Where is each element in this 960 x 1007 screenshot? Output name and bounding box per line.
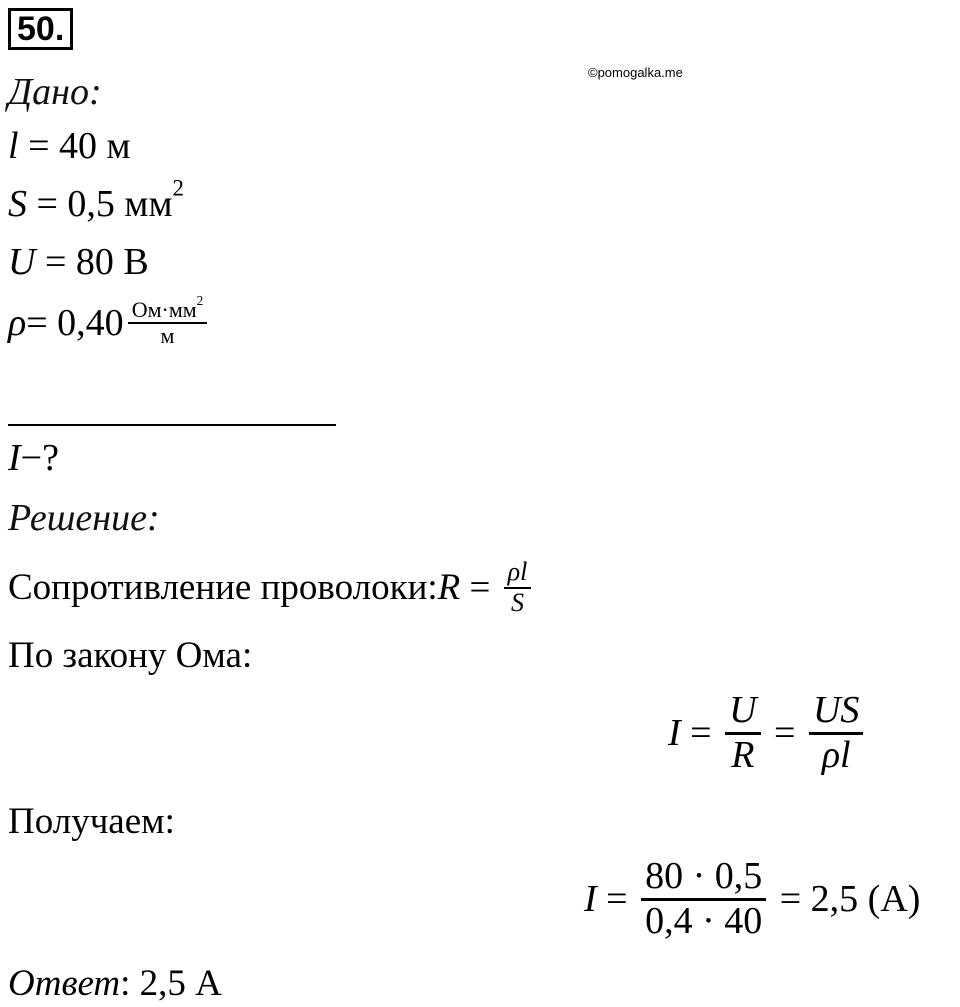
given-voltage [8, 240, 149, 284]
area-symbol: S [8, 183, 27, 225]
result-text: Получаем: [8, 801, 175, 842]
resistance-lhs: R [437, 567, 461, 609]
resistance-eq: = [460, 567, 500, 609]
find-symbol: I [8, 437, 21, 479]
resistance-line [8, 558, 535, 617]
watermark: ©pomogalka.me [588, 65, 683, 80]
result-eq1: = [596, 878, 638, 921]
answer-value: : 2,5 А [120, 963, 222, 1004]
result-formula [584, 856, 920, 943]
resistance-denominator: S [510, 587, 524, 617]
area-value: = 0,5 мм [27, 183, 173, 225]
resistance-fraction [504, 558, 532, 617]
resistance-text: Сопротивление проволоки: [8, 567, 438, 609]
given-area [8, 175, 184, 226]
ohm-numerator-1: U [729, 689, 757, 731]
result-fraction [641, 856, 766, 943]
answer-label: Ответ [8, 963, 121, 1004]
answer-line [8, 962, 222, 1005]
voltage-symbol: U [8, 241, 36, 283]
given-divider [8, 424, 336, 426]
area-exponent: 2 [172, 175, 184, 201]
ohm-denominator-1: R [731, 733, 755, 776]
resistivity-unit-numerator: Ом·мм [131, 297, 197, 322]
ohm-law-text: По закону Ома: [8, 635, 253, 676]
find-line [8, 436, 59, 480]
resistivity-symbol: ρ [8, 302, 27, 345]
find-text: −? [20, 437, 59, 479]
result-denominator: 0,4 · 40 [645, 899, 763, 942]
ohm-eq2: = [764, 712, 805, 755]
ohm-law-formula [668, 690, 867, 777]
given-resistivity [8, 293, 211, 349]
resistivity-unit-denominator: м [160, 323, 175, 349]
resistance-numerator: ρl [507, 557, 528, 586]
ohm-fraction-2 [809, 690, 863, 777]
problem-number: 50. [8, 8, 73, 50]
resistivity-value: = 0,40 [26, 302, 124, 345]
length-value: = 40 м [18, 125, 131, 167]
length-symbol: l [8, 125, 19, 167]
given-length [8, 124, 131, 168]
given-heading: Дано: [8, 71, 102, 113]
result-value: = 2,5 (А) [770, 878, 921, 921]
solution-heading: Решение: [8, 497, 160, 539]
ohm-lhs: I [668, 712, 681, 755]
result-lhs: I [584, 878, 597, 921]
voltage-value: = 80 В [35, 241, 149, 283]
resistivity-unit-fraction [128, 293, 208, 349]
resistivity-unit-exponent: 2 [196, 293, 204, 309]
ohm-numerator-2: US [812, 689, 860, 731]
ohm-fraction-1 [725, 690, 760, 777]
ohm-denominator-2: ρl [821, 733, 851, 776]
ohm-eq1: = [680, 712, 722, 755]
result-numerator: 80 · 0,5 [645, 855, 763, 897]
